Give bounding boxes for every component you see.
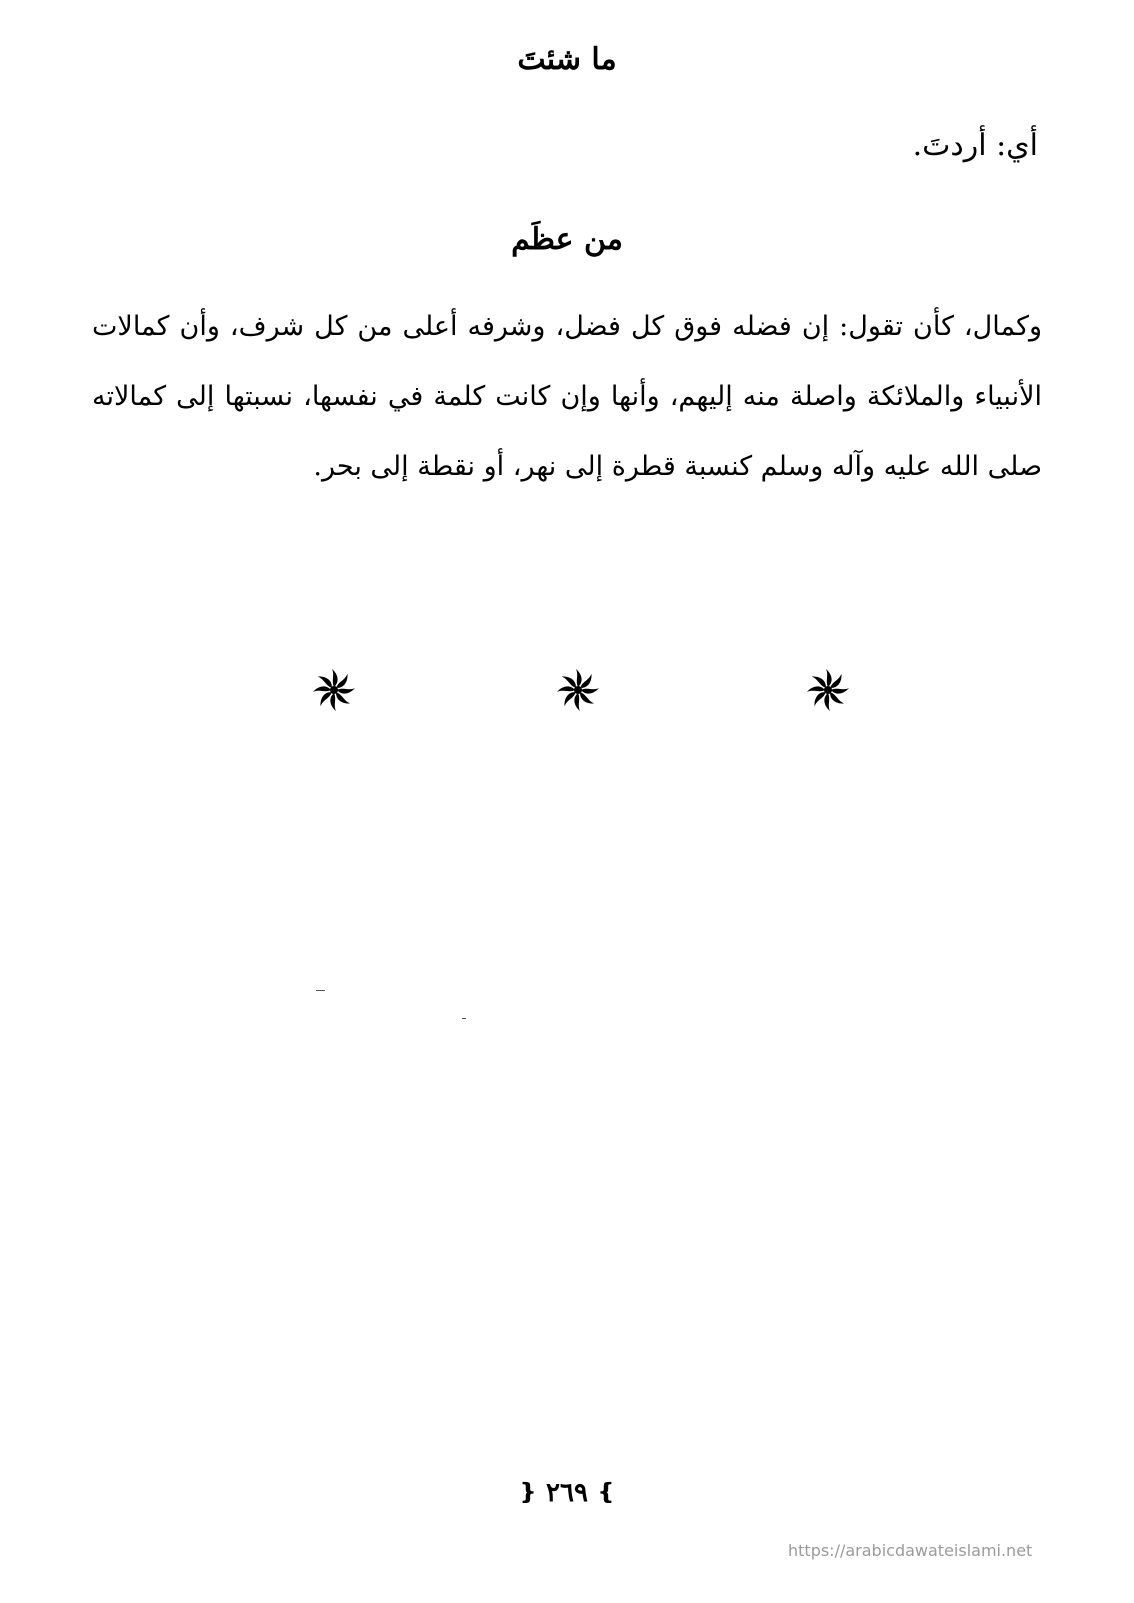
- source-watermark: https://arabicdawateislami.net: [788, 1541, 1033, 1560]
- section-divider-ornaments: [0, 665, 1134, 715]
- flower-petal: [330, 693, 336, 711]
- page-number-brace-left: ❴: [518, 1479, 537, 1505]
- section-heading: ما شئتَ: [517, 42, 617, 77]
- scan-speck: [316, 990, 325, 991]
- flower-petal: [807, 686, 825, 692]
- flower-petal: [824, 693, 830, 711]
- flower-petal: [826, 669, 832, 687]
- gloss-line: أي: أردتَ.: [912, 128, 1038, 163]
- scan-speck: [462, 1018, 466, 1019]
- page-number: [0, 1478, 1134, 1508]
- flower-ornament-icon: [553, 665, 603, 715]
- page-number-brace-right: ❵: [597, 1479, 616, 1505]
- flower-petal: [831, 688, 849, 694]
- flower-petal: [581, 688, 599, 694]
- flower-petal: [313, 686, 331, 692]
- flower-petal: [576, 669, 582, 687]
- flower-petal: [557, 686, 575, 692]
- flower-ornament-icon: [309, 665, 359, 715]
- body-paragraph: وكمال، كأن تقول: إن فضله فوق كل فضل، وشرفه أعلى من كل شرف، وأن كمالات الأنبياء والملائكة واصلة منه إليهم، وأنها وإن كانت كلمة في نفسها، نسبتها إلى كمالاته صلى الله عليه وآله وسلم كنسبة قطرة إلى نهر، أو نقطة إلى بحر.: [92, 311, 1042, 482]
- page-number-value: ٢٦٩: [546, 1478, 588, 1508]
- section-heading: من عظَم: [511, 222, 623, 257]
- flower-petal: [337, 688, 355, 694]
- flower-petal: [574, 693, 580, 711]
- flower-petal: [332, 669, 338, 687]
- flower-ornament-icon: [803, 665, 853, 715]
